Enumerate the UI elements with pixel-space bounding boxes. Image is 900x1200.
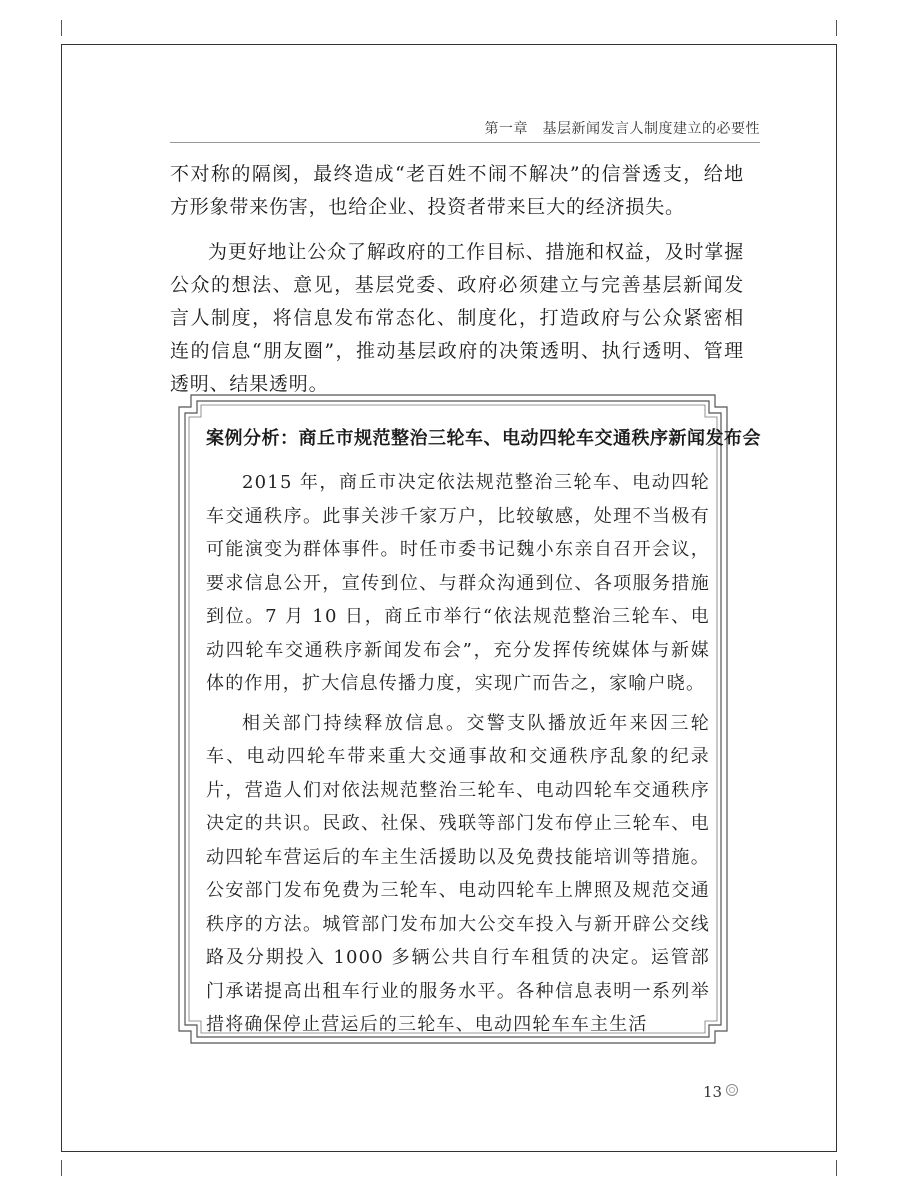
page-ornament-icon [726,1084,738,1096]
crop-mark-bottom-right [836,1160,837,1176]
crop-mark-top-right [836,20,837,36]
body-text [170,158,744,413]
case-paragraph: 2015 年，商丘市决定依法规范整治三轮车、电动四轮车交通秩序。此事关涉千家万户，比较敏感，处理不当极有可能演变为群体事件。时任市委书记魏小东亲自召开会议，要求信息公开，宣传到位、与群众沟通到位、各项服务措施到位。7 月 10 日，商丘市举行“依法规范整治三轮车、电动四轮车交通秩序新闻发布会”，充分发挥传统媒体与新媒体的作用，扩大信息传播力度，实现广而告之，家喻户晓。 [206,472,710,694]
running-header: 第一章 基层新闻发言人制度建立的必要性 [484,121,760,137]
case-title: 案例分析：商丘市规范整治三轮车、电动四轮车交通秩序新闻发布会 [206,428,761,449]
case-paragraph: 相关部门持续释放信息。交警支队播放近年来因三轮车、电动四轮车带来重大交通事故和交通秩序乱象的纪录片，营造人们对依法规范整治三轮车、电动四轮车交通秩序决定的共识。民政、社保、残联等部门发布停止三轮车、电动四轮车营运后的车主生活援助以及免费技能培训等措施。公安部门发布免费为三轮车、电动四轮车上牌照及规范交通秩序的方法。城管部门发布加大公交车投入与新开辟公交线路及分期投入 1000 多辆公共自行车租赁的决定。运管部门承诺提高出租车行业的服务水平。各种信息表明一系列举措将确保停止营运后的三轮车、电动四轮车车主生活 [206,712,710,1035]
body-paragraph: 不对称的隔阂，最终造成“老百姓不闹不解决”的信誉透支，给地方形象带来伤害，也给企业、投资者带来巨大的经济损失。 [170,163,744,218]
crop-mark-bottom-left [61,1160,62,1176]
page-number: 13 [703,1083,723,1101]
case-text [206,466,710,1048]
crop-mark-top-left [61,20,62,36]
body-paragraph: 为更好地让公众了解政府的工作目标、措施和权益，及时掌握公众的想法、意见，基层党委、政府必须建立与完善基层新闻发言人制度，将信息发布常态化、制度化，打造政府与公众紧密相连的信息“朋友圈”，推动基层政府的决策透明、执行透明、管理透明、结果透明。 [170,241,744,395]
header-rule [170,142,760,143]
